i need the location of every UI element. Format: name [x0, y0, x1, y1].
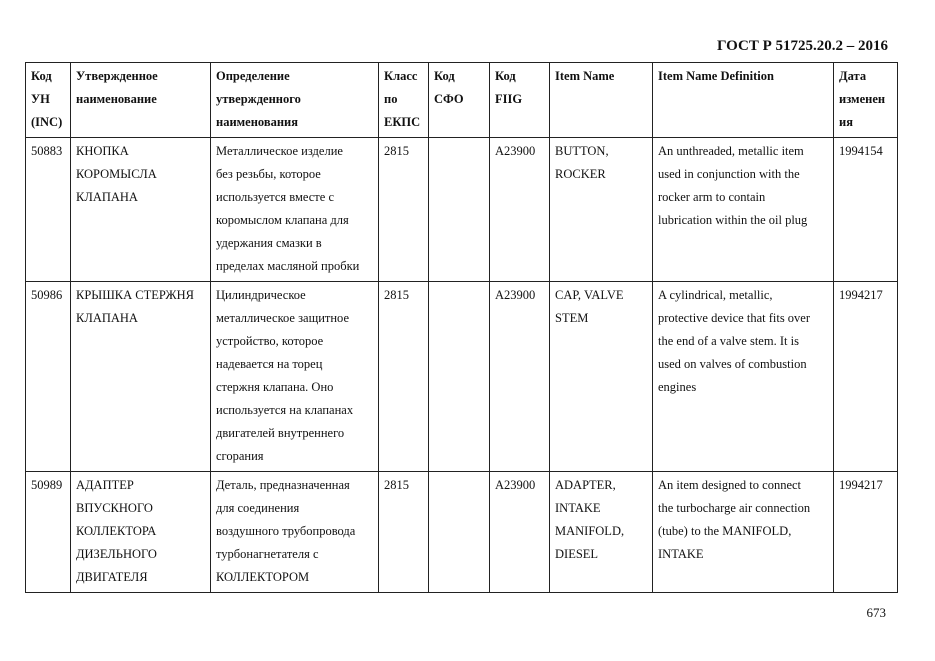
cell-item-name-definition: An item designed to connect the turbocharge air connection (tube) to the MANIFOLD, INTAKE — [653, 472, 834, 593]
cell-inc: 50986 — [26, 282, 71, 472]
cell-definition: Деталь, предназначенная для соединения воздушного трубопровода турбонагнетателя с КОЛЛЕКТОРОМ — [211, 472, 379, 593]
cell-sfo-code — [429, 472, 490, 593]
cell-inc: 50883 — [26, 138, 71, 282]
cell-change-date: 1994217 — [834, 472, 898, 593]
cell-fiig-code: A23900 — [490, 282, 550, 472]
cell-definition: Цилиндрическое металлическое защитное устройство, которое надевается на торец стержня клапана. Оно используется на клапанах двигателей внутреннего сгорания — [211, 282, 379, 472]
column-header-item-name: Item Name — [550, 63, 653, 138]
table-row — [26, 472, 898, 593]
column-header-sfo-code: Код СФО — [429, 63, 490, 138]
cell-ekps-class: 2815 — [379, 282, 429, 472]
cell-approved-name: КРЫШКА СТЕРЖНЯ КЛАПАНА — [71, 282, 211, 472]
column-header-inc: Код УН (INC) — [26, 63, 71, 138]
cell-item-name: BUTTON, ROCKER — [550, 138, 653, 282]
column-header-change-date: Дата изменен ия — [834, 63, 898, 138]
cell-change-date: 1994217 — [834, 282, 898, 472]
cell-item-name-definition: An unthreaded, metallic item used in conjunction with the rocker arm to contain lubrication within the oil plug — [653, 138, 834, 282]
cell-item-name: CAP, VALVE STEM — [550, 282, 653, 472]
column-header-definition: Определение утвержденного наименования — [211, 63, 379, 138]
column-header-item-name-definition: Item Name Definition — [653, 63, 834, 138]
cell-approved-name: КНОПКА КОРОМЫСЛА КЛАПАНА — [71, 138, 211, 282]
column-header-fiig-code: Код FIIG — [490, 63, 550, 138]
cell-change-date: 1994154 — [834, 138, 898, 282]
cell-sfo-code — [429, 282, 490, 472]
column-header-ekps-class: Класс по ЕКПС — [379, 63, 429, 138]
cell-item-name-definition: A cylindrical, metallic, protective device that fits over the end of a valve stem. It is used on valves of combustion engines — [653, 282, 834, 472]
document-code: ГОСТ Р 51725.20.2 – 2016 — [716, 38, 888, 54]
cell-fiig-code: A23900 — [490, 138, 550, 282]
cell-inc: 50989 — [26, 472, 71, 593]
catalog-table — [25, 62, 898, 593]
table-row — [26, 282, 898, 472]
column-header-approved-name: Утвержденное наименование — [71, 63, 211, 138]
cell-sfo-code — [429, 138, 490, 282]
page-number: 673 — [866, 605, 886, 620]
table-row — [26, 138, 898, 282]
cell-ekps-class: 2815 — [379, 472, 429, 593]
table-header-row — [26, 63, 898, 138]
cell-item-name: ADAPTER, INTAKE MANIFOLD, DIESEL — [550, 472, 653, 593]
cell-ekps-class: 2815 — [379, 138, 429, 282]
cell-fiig-code: A23900 — [490, 472, 550, 593]
cell-definition: Металлическое изделие без резьбы, которое используется вместе с коромыслом клапана для удержания смазки в пределах масляной пробки — [211, 138, 379, 282]
cell-approved-name: АДАПТЕР ВПУСКНОГО КОЛЛЕКТОРА ДИЗЕЛЬНОГО ДВИГАТЕЛЯ — [71, 472, 211, 593]
